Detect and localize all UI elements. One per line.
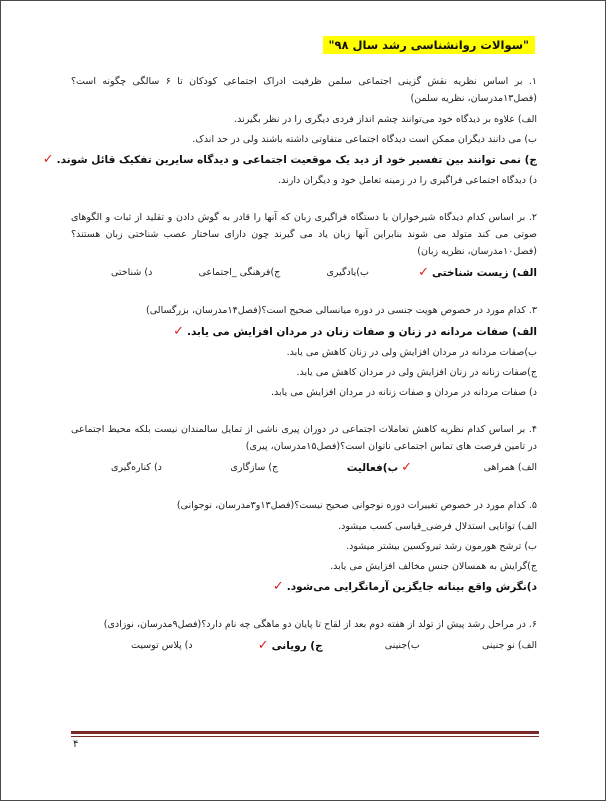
question-3: [71, 302, 537, 403]
question-2: [71, 209, 537, 284]
question-1: [42, 73, 537, 191]
page-number: ۴: [73, 739, 79, 750]
question-5-option-d: د)نگرش واقع بینانه جایگزین آرمانگرایی می‌شود.: [286, 581, 537, 593]
question-5-option-a: الف) توانایی استدلال فرضی_قیاسی کسب میشود.: [338, 521, 537, 532]
question-4: [71, 421, 537, 479]
question-5: [71, 497, 537, 598]
question-3-option-a-correct: [71, 322, 537, 343]
question-1-option-d: د) دیدگاه اجتماعی فراگیری را در زمینه تعامل خود و دیگران دارند.: [278, 175, 537, 186]
question-1-option-c: ج) نمی توانند بین تفسیر خود از دید یک موقعیت اجتماعی و دیدگاه سایرین تفکیک قائل شوند.: [56, 154, 537, 166]
question-5-option-d-correct: [71, 577, 537, 598]
question-2-option-a-correct: [415, 263, 537, 284]
page-title: "سوالات روانشناسی رشد سال ۹۸": [323, 36, 536, 54]
question-4-option-b-correct: [347, 458, 415, 479]
question-2-option-c: ج)فرهنگی _اجتماعی: [198, 267, 281, 278]
question-3-option-d: د) صفات مردانه در مردان و صفات زنانه در مردان افزایش می یابد.: [271, 387, 537, 398]
question-3-option-a: الف) صفات مردانه در زنان و صفات زنان در مردان افزایش می یابد.: [187, 326, 537, 338]
question-1-stem: ۱. بر اساس نظریه نقش گزینی اجتماعی سلمن ظرفیت ادراک اجتماعی کودکان تا ۶ سالگی چگونه است؟(فصل۱۳مدرسان، نظریه سلمن): [71, 76, 537, 104]
question-4-option-c: ج) سازگاری: [230, 462, 279, 473]
question-5-option-b: ب) ترشح هورمون رشد تیروکسین بیشتر میشود.: [346, 541, 537, 552]
questions-body: [42, 73, 537, 657]
question-6-option-c-correct: [255, 636, 323, 657]
question-6-stem: ۶. در مراحل رشد پیش از تولد از هفته دوم بعد از لقاح تا پایان دو ماهگی چه نام دارد؟(فصل۹مدرسان، نوزادی): [103, 619, 537, 630]
check-icon: ✓: [42, 152, 54, 167]
question-6-option-b: ب)جنینی: [384, 640, 420, 651]
check-icon: ✓: [272, 579, 284, 594]
question-4-option-a: الف) همراهی: [483, 462, 537, 473]
question-2-option-b: ب)یادگیری: [326, 267, 369, 278]
question-1-option-a: الف) علاوه بر دیدگاه خود می‌توانند چشم انداز فردی دیگری را در نظر بگیرند.: [234, 114, 537, 125]
footer-divider-thin: [71, 736, 539, 737]
question-5-stem: ۵. کدام مورد در خصوص تغییرات دوره نوجوانی صحیح نیست؟(فصل۱۳و۳مدرسان، نوجوانی): [176, 500, 537, 511]
check-icon: ✓: [418, 265, 430, 280]
question-2-option-d: د) شناختی: [111, 267, 153, 278]
question-5-option-c: ج)گرایش به همسالان جنس مخالف افزایش می یابد.: [330, 561, 537, 572]
check-icon: ✓: [257, 638, 269, 653]
check-icon: ✓: [173, 324, 184, 339]
check-icon: ✓: [401, 460, 413, 475]
question-6: [71, 616, 537, 657]
question-6-option-c: ج) رویانی: [271, 640, 323, 652]
question-3-option-b: ب)صفات مردانه در مردان افزایش ولی در زنان کاهش می یابد.: [286, 347, 537, 358]
question-1-option-b: ب) می دانند دیگران ممکن است دیدگاه اجتماعی متفاوتی داشته باشند ولی در حد اندک.: [192, 134, 537, 145]
question-3-option-c: ج)صفات زنانه در زنان افزایش ولی در مردان کاهش می یابد.: [296, 367, 537, 378]
question-4-stem: ۴. بر اساس کدام نظریه کاهش تعاملات اجتماعی در دوران پیری ناشی از تمایل سالمندان نیست بلکه محیط اجتماعی در تامین فرصت های تماس اجتماعی ناتوان است؟(فصل۱۵مدرسان، پیری): [71, 424, 537, 452]
question-4-option-b: ب)فعالیت: [346, 462, 399, 474]
question-6-option-d: د) پلاس توسیت: [131, 640, 193, 651]
question-1-option-c-correct: [42, 150, 537, 171]
footer-divider-thick: [71, 731, 539, 734]
question-2-options: [71, 263, 537, 284]
question-6-options: [71, 636, 537, 657]
question-3-stem: ۳. کدام مورد در خصوص هویت جنسی در دوره میانسالی صحیح است؟(فصل۱۴مدرسان، بزرگسالی): [146, 305, 537, 316]
question-4-option-d: د) کناره‌گیری: [111, 462, 162, 473]
question-2-option-a: الف) زیست شناختی: [432, 267, 537, 279]
question-2-stem: ۲. بر اساس کدام دیدگاه شیرخواران با دستگاه فراگیری زبان که آنها را قادر به گوش دادن و تقلید از ثبات و الگوهای صوتی می کند متولد می شوند بنابراین آنها زبان یاد می گیرند چون دارای ساختار عصب شناختی زبان هستند؟(فصل۱۰مدرسان، نظریه زبان): [71, 212, 537, 257]
question-6-option-a: الف) نو جنینی: [481, 640, 537, 651]
question-4-options: [71, 458, 537, 479]
